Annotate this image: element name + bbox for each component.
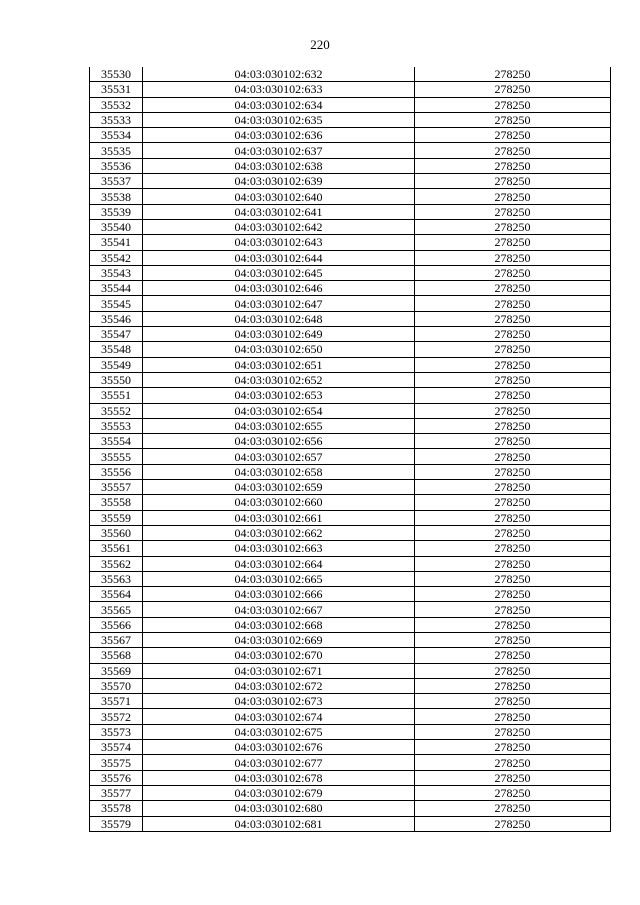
table-row (90, 372, 611, 387)
table-row (90, 82, 611, 97)
cadastral-number-cell: 04:03:030102:635 (143, 112, 415, 127)
table-row (90, 449, 611, 464)
row-number-cell: 35576 (90, 770, 143, 785)
row-number-cell: 35538 (90, 189, 143, 204)
value-cell: 278250 (415, 816, 611, 831)
cadastral-number-cell: 04:03:030102:681 (143, 816, 415, 831)
cadastral-number-cell: 04:03:030102:663 (143, 541, 415, 556)
table-row (90, 158, 611, 173)
row-number-cell: 35537 (90, 174, 143, 189)
row-number-cell: 35541 (90, 235, 143, 250)
cadastral-number-cell: 04:03:030102:633 (143, 82, 415, 97)
value-cell: 278250 (415, 464, 611, 479)
value-cell: 278250 (415, 327, 611, 342)
value-cell: 278250 (415, 602, 611, 617)
value-cell: 278250 (415, 281, 611, 296)
row-number-cell: 35536 (90, 158, 143, 173)
row-number-cell: 35578 (90, 801, 143, 816)
value-cell: 278250 (415, 388, 611, 403)
table-row (90, 174, 611, 189)
row-number-cell: 35557 (90, 480, 143, 495)
cadastral-number-cell: 04:03:030102:650 (143, 342, 415, 357)
value-cell: 278250 (415, 694, 611, 709)
cadastral-number-cell: 04:03:030102:667 (143, 602, 415, 617)
row-number-cell: 35532 (90, 97, 143, 112)
registry-table (89, 67, 611, 832)
cadastral-number-cell: 04:03:030102:664 (143, 556, 415, 571)
row-number-cell: 35545 (90, 296, 143, 311)
row-number-cell: 35552 (90, 403, 143, 418)
value-cell: 278250 (415, 740, 611, 755)
cadastral-number-cell: 04:03:030102:643 (143, 235, 415, 250)
row-number-cell: 35571 (90, 694, 143, 709)
row-number-cell: 35553 (90, 418, 143, 433)
row-number-cell: 35567 (90, 632, 143, 647)
table-row (90, 541, 611, 556)
cadastral-number-cell: 04:03:030102:658 (143, 464, 415, 479)
value-cell: 278250 (415, 311, 611, 326)
value-cell: 278250 (415, 112, 611, 127)
row-number-cell: 35558 (90, 495, 143, 510)
value-cell: 278250 (415, 755, 611, 770)
value-cell: 278250 (415, 648, 611, 663)
value-cell: 278250 (415, 189, 611, 204)
table-row (90, 403, 611, 418)
value-cell: 278250 (415, 158, 611, 173)
row-number-cell: 35547 (90, 327, 143, 342)
row-number-cell: 35550 (90, 372, 143, 387)
value-cell: 278250 (415, 587, 611, 602)
table-row (90, 770, 611, 785)
table-row (90, 204, 611, 219)
row-number-cell: 35564 (90, 587, 143, 602)
cadastral-number-cell: 04:03:030102:659 (143, 480, 415, 495)
row-number-cell: 35544 (90, 281, 143, 296)
cadastral-number-cell: 04:03:030102:672 (143, 678, 415, 693)
cadastral-number-cell: 04:03:030102:642 (143, 219, 415, 234)
row-number-cell: 35548 (90, 342, 143, 357)
value-cell: 278250 (415, 571, 611, 586)
table-row (90, 816, 611, 831)
cadastral-number-cell: 04:03:030102:645 (143, 265, 415, 280)
row-number-cell: 35539 (90, 204, 143, 219)
value-cell: 278250 (415, 556, 611, 571)
value-cell: 278250 (415, 663, 611, 678)
row-number-cell: 35543 (90, 265, 143, 280)
row-number-cell: 35562 (90, 556, 143, 571)
row-number-cell: 35568 (90, 648, 143, 663)
cadastral-number-cell: 04:03:030102:671 (143, 663, 415, 678)
row-number-cell: 35533 (90, 112, 143, 127)
table-row (90, 740, 611, 755)
row-number-cell: 35554 (90, 434, 143, 449)
cadastral-number-cell: 04:03:030102:634 (143, 97, 415, 112)
value-cell: 278250 (415, 357, 611, 372)
row-number-cell: 35542 (90, 250, 143, 265)
cadastral-number-cell: 04:03:030102:654 (143, 403, 415, 418)
row-number-cell: 35535 (90, 143, 143, 158)
value-cell: 278250 (415, 128, 611, 143)
cadastral-number-cell: 04:03:030102:647 (143, 296, 415, 311)
row-number-cell: 35573 (90, 724, 143, 739)
table-row (90, 250, 611, 265)
table-row (90, 235, 611, 250)
value-cell: 278250 (415, 541, 611, 556)
value-cell: 278250 (415, 785, 611, 800)
cadastral-number-cell: 04:03:030102:677 (143, 755, 415, 770)
table-row (90, 648, 611, 663)
table-row (90, 327, 611, 342)
value-cell: 278250 (415, 617, 611, 632)
table-row (90, 311, 611, 326)
value-cell: 278250 (415, 510, 611, 525)
value-cell: 278250 (415, 143, 611, 158)
cadastral-number-cell: 04:03:030102:662 (143, 525, 415, 540)
cadastral-number-cell: 04:03:030102:674 (143, 709, 415, 724)
value-cell: 278250 (415, 449, 611, 464)
cadastral-number-cell: 04:03:030102:657 (143, 449, 415, 464)
row-number-cell: 35534 (90, 128, 143, 143)
cadastral-number-cell: 04:03:030102:660 (143, 495, 415, 510)
value-cell: 278250 (415, 219, 611, 234)
table-row (90, 265, 611, 280)
row-number-cell: 35566 (90, 617, 143, 632)
row-number-cell: 35549 (90, 357, 143, 372)
value-cell: 278250 (415, 801, 611, 816)
value-cell: 278250 (415, 418, 611, 433)
value-cell: 278250 (415, 724, 611, 739)
cadastral-number-cell: 04:03:030102:680 (143, 801, 415, 816)
value-cell: 278250 (415, 770, 611, 785)
cadastral-number-cell: 04:03:030102:644 (143, 250, 415, 265)
value-cell: 278250 (415, 434, 611, 449)
table-row (90, 694, 611, 709)
cadastral-number-cell: 04:03:030102:673 (143, 694, 415, 709)
table-row (90, 724, 611, 739)
cadastral-number-cell: 04:03:030102:679 (143, 785, 415, 800)
cadastral-number-cell: 04:03:030102:655 (143, 418, 415, 433)
table-row (90, 785, 611, 800)
cadastral-number-cell: 04:03:030102:632 (143, 67, 415, 82)
value-cell: 278250 (415, 372, 611, 387)
row-number-cell: 35570 (90, 678, 143, 693)
table-row (90, 418, 611, 433)
registry-table-body (90, 67, 611, 831)
cadastral-number-cell: 04:03:030102:670 (143, 648, 415, 663)
row-number-cell: 35540 (90, 219, 143, 234)
cadastral-number-cell: 04:03:030102:676 (143, 740, 415, 755)
table-row (90, 67, 611, 82)
cadastral-number-cell: 04:03:030102:636 (143, 128, 415, 143)
row-number-cell: 35531 (90, 82, 143, 97)
value-cell: 278250 (415, 525, 611, 540)
table-row (90, 342, 611, 357)
table-row (90, 388, 611, 403)
value-cell: 278250 (415, 174, 611, 189)
cadastral-number-cell: 04:03:030102:648 (143, 311, 415, 326)
cadastral-number-cell: 04:03:030102:665 (143, 571, 415, 586)
table-row (90, 143, 611, 158)
value-cell: 278250 (415, 67, 611, 82)
cadastral-number-cell: 04:03:030102:656 (143, 434, 415, 449)
table-row (90, 296, 611, 311)
table-row (90, 510, 611, 525)
table-row (90, 464, 611, 479)
table-row (90, 128, 611, 143)
table-row (90, 632, 611, 647)
cadastral-number-cell: 04:03:030102:638 (143, 158, 415, 173)
value-cell: 278250 (415, 709, 611, 724)
row-number-cell: 35551 (90, 388, 143, 403)
cadastral-number-cell: 04:03:030102:669 (143, 632, 415, 647)
cadastral-number-cell: 04:03:030102:649 (143, 327, 415, 342)
row-number-cell: 35546 (90, 311, 143, 326)
cadastral-number-cell: 04:03:030102:668 (143, 617, 415, 632)
table-row (90, 525, 611, 540)
table-row (90, 602, 611, 617)
table-row (90, 495, 611, 510)
value-cell: 278250 (415, 296, 611, 311)
row-number-cell: 35530 (90, 67, 143, 82)
row-number-cell: 35555 (90, 449, 143, 464)
cadastral-number-cell: 04:03:030102:639 (143, 174, 415, 189)
cadastral-number-cell: 04:03:030102:640 (143, 189, 415, 204)
row-number-cell: 35569 (90, 663, 143, 678)
cadastral-number-cell: 04:03:030102:661 (143, 510, 415, 525)
table-row (90, 617, 611, 632)
table-row (90, 801, 611, 816)
table-row (90, 587, 611, 602)
row-number-cell: 35574 (90, 740, 143, 755)
value-cell: 278250 (415, 678, 611, 693)
value-cell: 278250 (415, 495, 611, 510)
row-number-cell: 35559 (90, 510, 143, 525)
cadastral-number-cell: 04:03:030102:637 (143, 143, 415, 158)
cadastral-number-cell: 04:03:030102:678 (143, 770, 415, 785)
cadastral-number-cell: 04:03:030102:651 (143, 357, 415, 372)
table-row (90, 219, 611, 234)
row-number-cell: 35575 (90, 755, 143, 770)
table-row (90, 434, 611, 449)
table-row (90, 480, 611, 495)
table-row (90, 189, 611, 204)
table-row (90, 281, 611, 296)
table-row (90, 556, 611, 571)
value-cell: 278250 (415, 235, 611, 250)
table-row (90, 678, 611, 693)
value-cell: 278250 (415, 342, 611, 357)
table-row (90, 571, 611, 586)
row-number-cell: 35577 (90, 785, 143, 800)
cadastral-number-cell: 04:03:030102:653 (143, 388, 415, 403)
cadastral-number-cell: 04:03:030102:652 (143, 372, 415, 387)
value-cell: 278250 (415, 480, 611, 495)
row-number-cell: 35561 (90, 541, 143, 556)
row-number-cell: 35556 (90, 464, 143, 479)
value-cell: 278250 (415, 265, 611, 280)
value-cell: 278250 (415, 82, 611, 97)
row-number-cell: 35563 (90, 571, 143, 586)
cadastral-number-cell: 04:03:030102:641 (143, 204, 415, 219)
page-number: 220 (310, 37, 330, 52)
value-cell: 278250 (415, 632, 611, 647)
table-row (90, 357, 611, 372)
value-cell: 278250 (415, 97, 611, 112)
value-cell: 278250 (415, 204, 611, 219)
cadastral-number-cell: 04:03:030102:646 (143, 281, 415, 296)
table-row (90, 97, 611, 112)
table-row (90, 755, 611, 770)
cadastral-number-cell: 04:03:030102:675 (143, 724, 415, 739)
row-number-cell: 35565 (90, 602, 143, 617)
table-row (90, 112, 611, 127)
table-row (90, 663, 611, 678)
row-number-cell: 35579 (90, 816, 143, 831)
cadastral-number-cell: 04:03:030102:666 (143, 587, 415, 602)
table-row (90, 709, 611, 724)
row-number-cell: 35572 (90, 709, 143, 724)
value-cell: 278250 (415, 403, 611, 418)
row-number-cell: 35560 (90, 525, 143, 540)
value-cell: 278250 (415, 250, 611, 265)
